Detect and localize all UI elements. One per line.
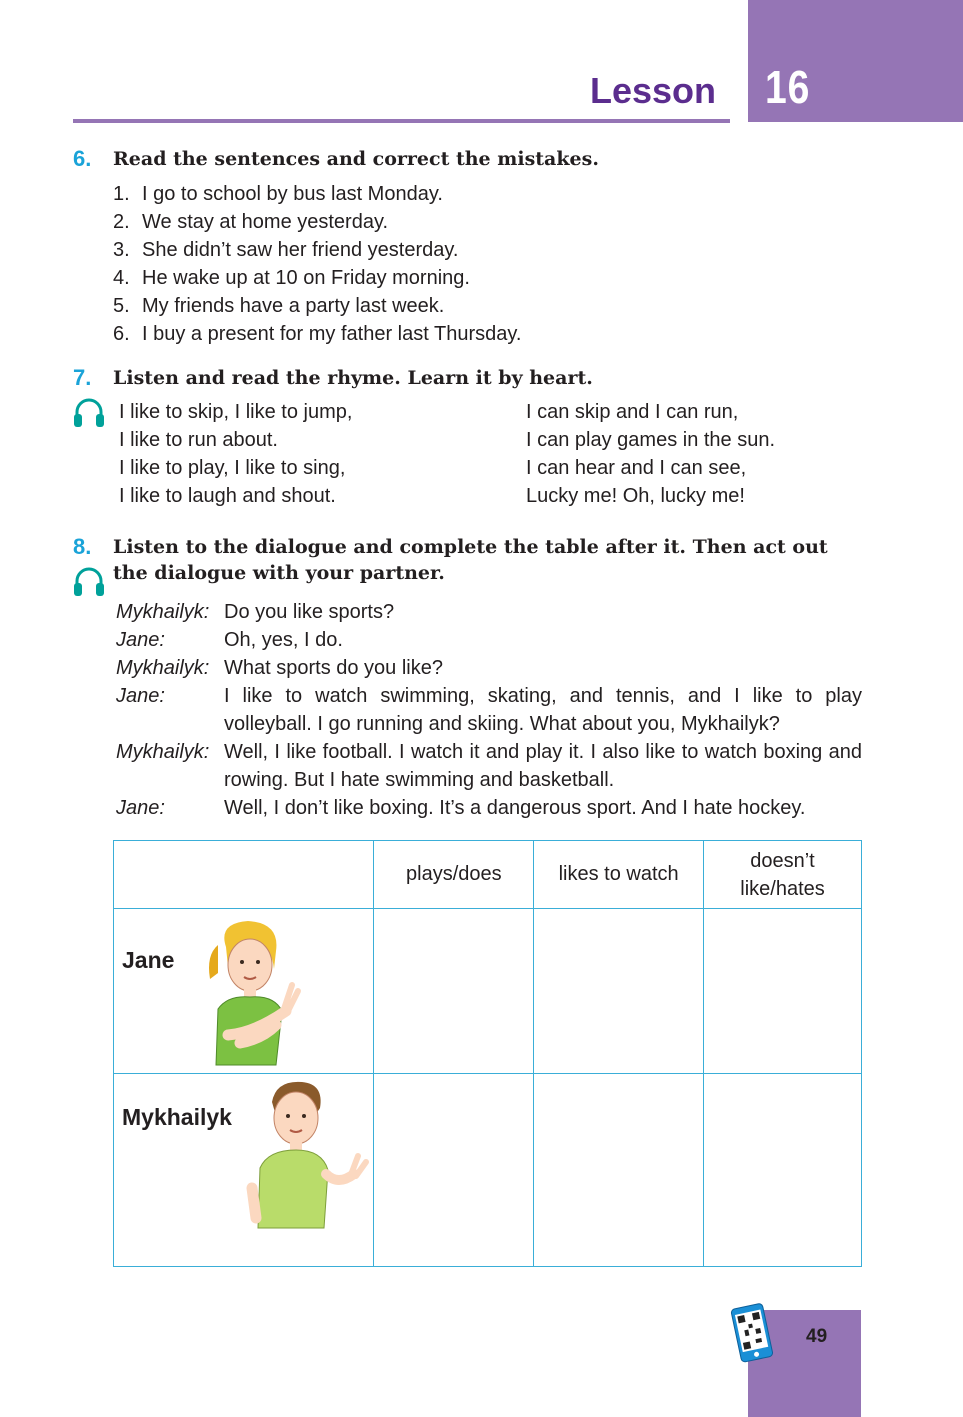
headphones-icon[interactable]	[72, 565, 106, 599]
list-item: 5. My friends have a party last week.	[113, 295, 445, 317]
rhyme-line: I can hear and I can see,	[526, 457, 747, 479]
rhyme-column-2	[526, 398, 775, 510]
exercise-7-number: 7.	[73, 365, 92, 390]
row-name-mykhailyk: Mykhailyk	[122, 1104, 232, 1130]
table-cell[interactable]	[534, 909, 704, 1074]
column-header: doesn’t like/hates	[704, 841, 862, 909]
rhyme-line: I like to play, I like to sing,	[119, 457, 346, 479]
speaker: Jane:	[116, 685, 165, 707]
row-name-jane: Jane	[122, 947, 175, 973]
dialogue-line	[116, 654, 862, 682]
exercise-6-title: Read the sentences and correct the mistakes.	[113, 148, 599, 170]
dialogue-line	[116, 738, 862, 794]
table-cell[interactable]	[374, 1074, 534, 1267]
boy-illustration	[246, 1078, 370, 1230]
row-name-cell	[114, 1074, 374, 1267]
exercise-8-title-line-1: Listen to the dialogue and complete the table after it. Then act out	[113, 536, 828, 558]
speaker: Mykhailyk:	[116, 657, 210, 679]
rhyme-line: I like to laugh and shout.	[119, 485, 336, 507]
speech: Oh, yes, I do.	[224, 629, 343, 651]
rhyme-line: I like to run about.	[119, 429, 278, 451]
rhyme-line: Lucky me! Oh, lucky me!	[526, 485, 745, 507]
table-row	[114, 1074, 862, 1267]
exercise-8-number: 8.	[73, 534, 92, 559]
exercise-6-list	[113, 180, 521, 348]
lesson-title: Lesson	[590, 70, 717, 111]
table-cell[interactable]	[704, 909, 862, 1074]
speech: Well, I like football. I watch it and play it. I also like to watch boxing and rowing. But I hate swimming and basketball.	[224, 741, 862, 791]
exercise-7-title: Listen and read the rhyme. Learn it by heart.	[113, 367, 593, 389]
speech: Do you like sports?	[224, 601, 395, 623]
table-corner-cell	[114, 841, 374, 909]
lesson-number: 16	[765, 61, 811, 113]
headphones-icon[interactable]	[72, 396, 106, 430]
qr-phone-icon[interactable]	[728, 1302, 774, 1364]
table-cell[interactable]	[374, 909, 534, 1074]
exercise-8-title-line-2: the dialogue with your partner.	[113, 562, 445, 584]
sports-table	[113, 840, 862, 1267]
table-header-row	[114, 841, 862, 909]
column-header: likes to watch	[534, 841, 704, 909]
table-row	[114, 909, 862, 1074]
rhyme-line: I like to skip, I like to jump,	[119, 401, 353, 423]
rhyme-line: I can skip and I can run,	[526, 401, 739, 423]
row-name-cell	[114, 909, 374, 1074]
dialogue	[116, 598, 862, 822]
exercise-6-number: 6.	[73, 146, 92, 171]
speech: What sports do you like?	[224, 657, 443, 679]
column-header: plays/does	[374, 841, 534, 909]
rhyme-column-1	[119, 398, 352, 510]
speaker: Mykhailyk:	[116, 741, 210, 763]
table-cell[interactable]	[534, 1074, 704, 1267]
speaker: Jane:	[116, 797, 165, 819]
speech: I like to watch swimming, skating, and tennis, and I like to play volleyball. I go running and skiing. What about you, Mykhailyk?	[224, 685, 862, 735]
girl-illustration	[188, 915, 308, 1067]
list-item: 6. I buy a present for my father last Thursday.	[113, 323, 522, 345]
list-item: 1. I go to school by bus last Monday.	[113, 183, 443, 205]
list-item: 3. She didn’t saw her friend yesterday.	[113, 239, 459, 261]
dialogue-line	[116, 794, 862, 822]
dialogue-line	[116, 598, 862, 626]
dialogue-line	[116, 626, 862, 654]
list-item: 2. We stay at home yesterday.	[113, 211, 389, 233]
speaker: Mykhailyk:	[116, 601, 210, 623]
table-cell[interactable]	[704, 1074, 862, 1267]
page-number: 49	[806, 1326, 828, 1347]
header-divider	[73, 119, 730, 123]
rhyme-line: I can play games in the sun.	[526, 429, 776, 451]
dialogue-line	[116, 682, 862, 738]
list-item: 4. He wake up at 10 on Friday morning.	[113, 267, 470, 289]
speaker: Jane:	[116, 629, 165, 651]
speech: Well, I don’t like boxing. It’s a dangerous sport. And I hate hockey.	[224, 797, 806, 819]
